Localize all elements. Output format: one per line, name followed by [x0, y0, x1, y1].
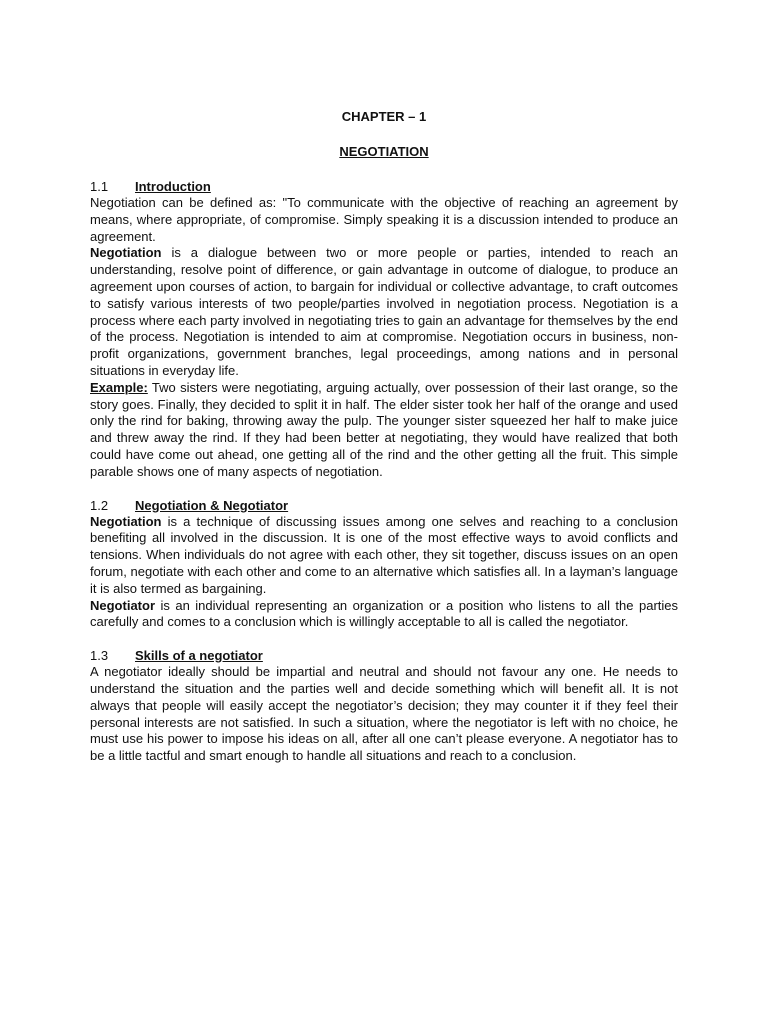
intro-negotiation-paragraph [90, 245, 678, 379]
negotiation-definition-paragraph [90, 514, 678, 598]
bold-term: Negotiator [90, 597, 155, 613]
example-label: Example: [90, 379, 148, 395]
chapter-title: NEGOTIATION [339, 144, 429, 159]
paragraph-text: is an individual representing an organization or a position who listens to all the parties carefully and comes to a conclusion which is willingly acceptable to all is called the negotiator. [90, 597, 678, 630]
section-number: 1.2 [90, 497, 109, 513]
intro-definition-paragraph: Negotiation can be defined as: "To communicate with the objective of reaching an agreement by means, where appropriate, of compromise. Simply speaking it is a discussion intended to produce an agreement. [90, 195, 678, 244]
section-heading-introduction [90, 178, 678, 195]
paragraph-text: is a dialogue between two or more people or parties, intended to reach an understanding, resolve point of difference, or gain advantage in outcome of dialogue, to produce an agreement upon courses of action, to bargain for individual or collective advantage, to craft outcomes to satisfy various interests of two people/parties involved in negotiation process. Negotiation is a process where each party involved in negotiating tries to gain an advantage for themselves by the end of the process. Negotiation is intended to aim at compromise. Negotiation occurs in business, non-profit organizations, government branches, legal proceedings, among nations and in personal situations in everyday life. [90, 245, 678, 378]
example-paragraph [90, 380, 678, 481]
chapter-heading: CHAPTER – 1 [341, 109, 427, 124]
section-title: Introduction [135, 179, 211, 194]
negotiator-definition-paragraph [90, 598, 678, 632]
bold-term: Negotiation [90, 513, 162, 529]
skills-paragraph: A negotiator ideally should be impartial and neutral and should not favour any one. He needs to understand the situation and the parties well and decide something which will benefit all. It is not always that people will easily accept the negotiator’s decision; they may counter it if they feel their personal interests are not satisfied. In such a situation, where the negotiator is left with no choice, he must use his power to impose his ideas on all, after all one can’t please everyone. A negotiator has to be a little tactful and smart enough to handle all situations and reach to a conclusion. [90, 664, 678, 764]
section-heading-skills [90, 647, 678, 664]
paragraph-text: is a technique of discussing issues among one selves and reaching to a conclusion benefiting all involved in the discussion. It is one of the most effective ways to avoid conflicts and tensions. When individuals do not agree with each other, they sit together, discuss issues on an open forum, negotiate with each other and come to an alternative which satisfies all. In a layman’s language it is also termed as bargaining. [90, 513, 678, 596]
bold-term: Negotiation [90, 245, 162, 261]
section-title: Skills of a negotiator [135, 648, 263, 664]
section-number: 1.1 [90, 179, 109, 194]
section-number: 1.3 [90, 648, 109, 664]
section-title: Negotiation & Negotiator [135, 497, 289, 513]
paragraph-text: Two sisters were negotiating, arguing actually, over possession of their last orange, so the story goes. Finally, they decided to split it in half. The elder sister took her half of the orange and used only the rind for baking, throwing away the pulp. The younger sister squeezed her half to make juice and threw away the rind. If they had been better at negotiating, they would have realized that both could have come out ahead, one getting all of the rind and the other getting all the fruit. This simple parable shows one of many aspects of negotiation. [90, 379, 678, 479]
section-heading-negotiation-negotiator [90, 497, 678, 514]
